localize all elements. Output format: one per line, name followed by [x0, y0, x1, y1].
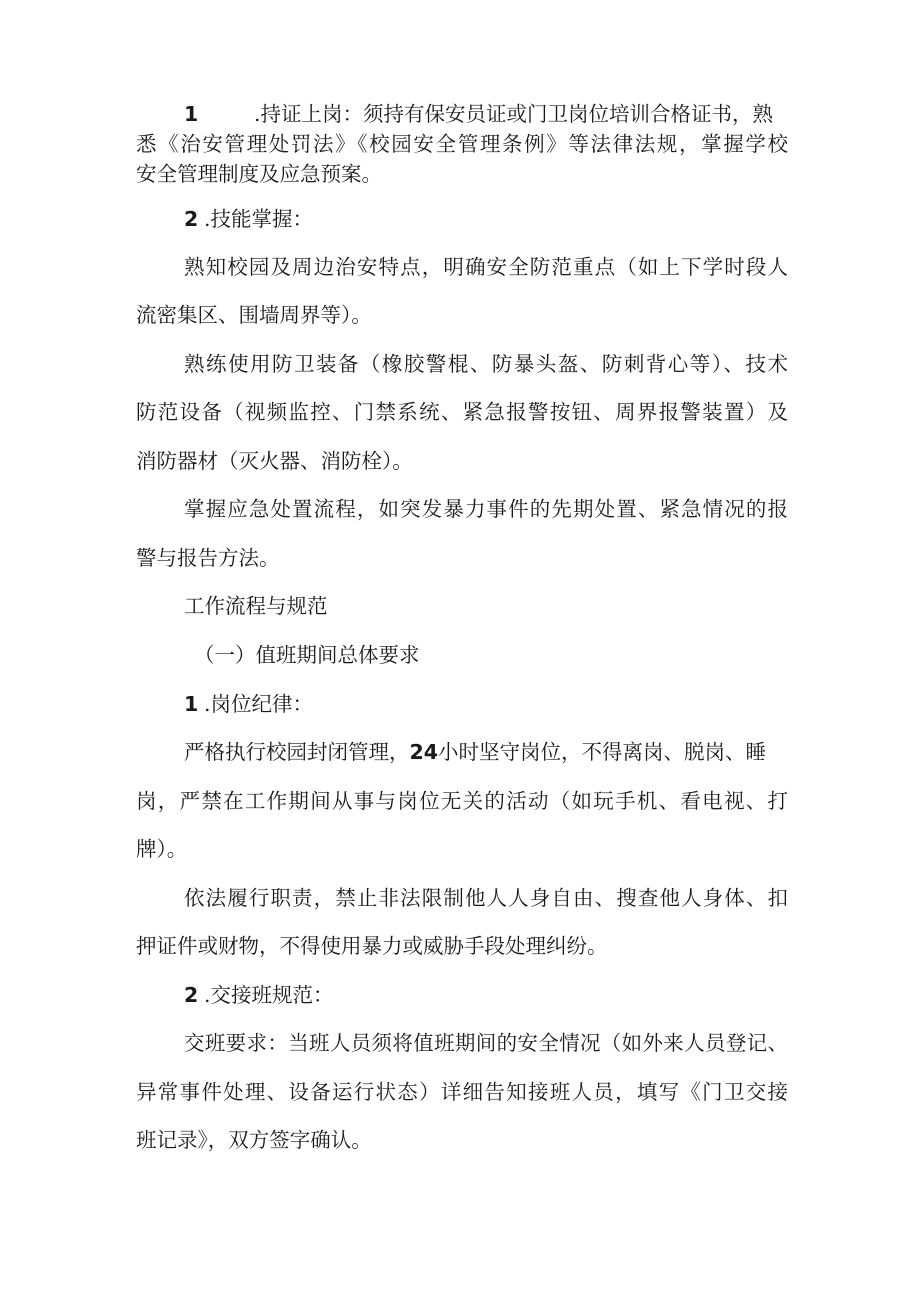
section-heading: 工作流程与规范 — [184, 594, 328, 618]
list-number: 1 — [184, 102, 199, 126]
paragraph-line-item-1 — [184, 690, 788, 718]
paragraph-line-item-2 — [184, 205, 788, 233]
paragraph-line: 押证件或财物，不得使用暴力或威胁手段处理纠纷。 — [136, 934, 608, 958]
subsection-heading: （一）值班期间总体要求 — [194, 643, 420, 667]
number: 24 — [409, 740, 439, 764]
line-text: .岗位纪律： — [204, 692, 314, 716]
line-text: .交接班规范： — [204, 983, 334, 1007]
paragraph-line: 悉《治安管理处罚法》《校园安全管理条例》等法律法规，掌握学校 — [136, 132, 788, 156]
paragraph-line: 警与报告方法。 — [136, 546, 280, 570]
list-number: 2 — [184, 207, 199, 231]
paragraph-line: 牌）。 — [136, 837, 188, 861]
paragraph-line: 岗，严禁在工作期间从事与岗位无关的活动（如玩手机、看电视、打 — [136, 789, 788, 813]
paragraph-line: 安全管理制度及应急预案。 — [136, 162, 382, 186]
list-number: 1 — [184, 692, 199, 716]
paragraph-line: 班记录》，双方签字确认。 — [136, 1128, 372, 1152]
list-number: 2 — [184, 983, 199, 1007]
line-text: 小时坚守岗位，不得离岗、脱岗、睡 — [438, 740, 767, 764]
paragraph-line-item-2 — [184, 981, 788, 1009]
paragraph-line: 流密集区、围墙周界等）。 — [136, 303, 372, 327]
paragraph-line: 防范设备（视频监控、门禁系统、紧急报警按钮、周界报警装置）及 — [136, 400, 788, 424]
paragraph-line: 熟知校园及周边治安特点，明确安全防范重点（如上下学时段人 — [184, 255, 788, 279]
line-text: .技能掌握： — [204, 207, 314, 231]
paragraph-line-item-1 — [184, 100, 788, 128]
paragraph-line: 熟练使用防卫装备（橡胶警棍、防暴头盔、防刺背心等）、技术 — [184, 352, 788, 376]
paragraph-line — [184, 738, 788, 766]
paragraph-line: 异常事件处理、设备运行状态）详细告知接班人员，填写《门卫交接 — [136, 1080, 788, 1104]
paragraph-line: 依法履行职责，禁止非法限制他人人身自由、搜查他人身体、扣 — [184, 886, 788, 910]
line-text: 严格执行校园封闭管理， — [184, 740, 410, 764]
paragraph-line: 掌握应急处置流程，如突发暴力事件的先期处置、紧急情况的报 — [184, 497, 788, 521]
line-text: .持证上岗：须持有保安员证或门卫岗位培训合格证书，熟 — [254, 102, 774, 126]
paragraph-line: 交班要求：当班人员须将值班期间的安全情况（如外来人员登记、 — [184, 1031, 788, 1055]
paragraph-line: 消防器材（灭火器、消防栓）。 — [136, 449, 413, 473]
